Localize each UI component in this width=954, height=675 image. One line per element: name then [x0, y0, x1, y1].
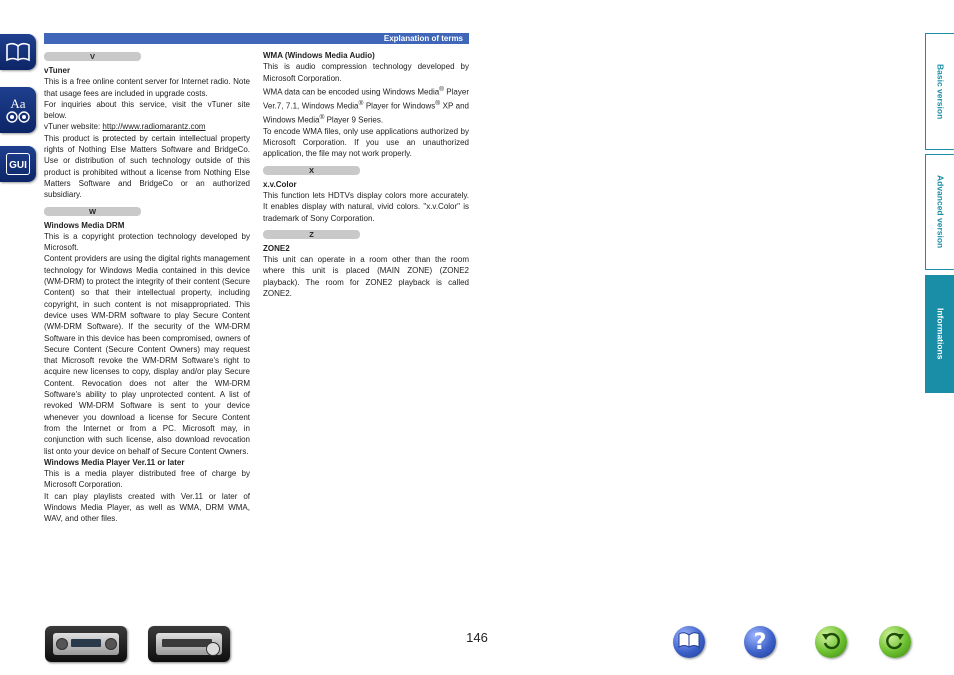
back-icon — [820, 629, 842, 656]
term-wma: WMA (Windows Media Audio) — [263, 51, 375, 60]
term-vtuner: vTuner — [44, 66, 71, 75]
knob-right — [105, 638, 117, 650]
page-title: Explanation of terms — [383, 34, 463, 43]
wma-desc-2-part-a: WMA data can be encoded using Windows Media — [263, 87, 440, 97]
tab-basic-version-label: Basic version — [935, 63, 946, 120]
contents-button[interactable] — [673, 626, 705, 658]
wmdrm-desc-2: Content providers are using the digital rights management technology for Windows Media contained in this device (WM-DRM) to protect the integrity of their content (Secure Content) so that their intellectual property, including copyright, in such content is not misappropriated. This device uses WM-DRM software to play Secure Content (WM-DRM Software). If the security of the WM-DRM Software in this device has been compromised, owners of Secure Content (Secure Content Owners) may request that Microsoft revoke the WM-DRM Software's right to acquire new licenses to copy, display and/or play Secure Content. Revocation does not alter the WM-DRM Software's ability to play unprotected content. A list of revoked WM-DRM Software is sent to your device whenever you download a license for Secure Content from the Internet or from a PC. Microsoft may, in conjunction with such license, also download revocation list onto your device on behalf of Secure Content Owners. — [44, 254, 250, 456]
rear-terminals — [162, 639, 212, 647]
left-tab-book[interactable] — [0, 34, 36, 70]
front-panel-button[interactable] — [45, 626, 127, 662]
wmp-desc-2: It can play playlists created with Ver.11 or later of Windows Media Player, as well as WMA, DRM WMA, WAV, and other files. — [44, 491, 250, 524]
page-number: 146 — [466, 630, 488, 645]
letter-heading-v: V — [44, 52, 141, 61]
forward-icon — [884, 629, 906, 656]
term-zone2: ZONE2 — [263, 243, 290, 253]
wma-desc-2-part-b: Player Ver.7, 7.1, Windows Media — [263, 87, 469, 111]
wma-desc-3: To encode WMA files, only use applications authorized by Microsoft Corporation. If you use an unauthorized application, the file may not work properly. — [263, 126, 469, 159]
wmp-desc-1: This is a media player distributed free of charge by Microsoft Corporation. — [44, 469, 250, 490]
letter-heading-z: Z — [263, 230, 360, 239]
term-windows-media-drm: Windows Media DRM — [44, 220, 125, 230]
wma-desc-2-part-c: Player for Windows — [363, 101, 436, 111]
column-left — [44, 50, 250, 525]
vtuner-website — [44, 121, 250, 132]
forward-button[interactable] — [879, 626, 911, 658]
aa-label: Aa — [10, 95, 26, 111]
wma-desc-2-part-e: Player 9 Series. — [324, 115, 384, 125]
tab-advanced-version-label: Advanced version — [935, 175, 946, 249]
registered-mark: ® — [319, 113, 325, 121]
help-icon: ? — [753, 629, 767, 655]
tab-informations[interactable] — [925, 275, 954, 393]
book-icon — [678, 631, 700, 654]
registered-mark: ® — [358, 99, 364, 107]
column-right — [263, 50, 469, 299]
tab-advanced-version[interactable] — [925, 154, 954, 270]
xvcolor-desc-1: This function lets HDTVs display colors more accurately. It enables display with natural, vivid colors. "x.v.Color" is trademark of Sony Corporation. — [263, 190, 469, 223]
help-button[interactable] — [744, 626, 776, 658]
back-button[interactable] — [815, 626, 847, 658]
book-icon — [5, 41, 31, 63]
wma-desc-1: This is audio compression technology developed by Microsoft Corporation. — [263, 62, 469, 83]
magnifier-icon — [206, 642, 220, 656]
letter-heading-x: X — [263, 166, 360, 175]
zone2-desc-1: This unit can operate in a room other than the room where this unit is placed (MAIN ZONE) (ZONE2 playback). The room for ZONE2 playback is called ZONE2. — [263, 255, 469, 299]
wmdrm-desc-1: This is a copyright protection technology developed by Microsoft. — [44, 231, 250, 253]
rear-panel-button[interactable] — [148, 626, 230, 662]
aa-speaker-icon — [6, 97, 30, 124]
vtuner-desc-2: For inquiries about this service, visit the vTuner site below. — [44, 99, 250, 121]
tab-informations-label: Informations — [935, 308, 946, 360]
vtuner-website-label: vTuner website: — [44, 122, 103, 132]
term-windows-media-player: Windows Media Player Ver.11 or later — [44, 457, 185, 467]
wma-desc-2 — [263, 84, 469, 126]
header-bar — [44, 33, 469, 44]
wma-desc-2-part-d: XP and Windows Media — [263, 101, 469, 125]
letter-heading-w: W — [44, 207, 141, 216]
rear-panel-icon — [156, 633, 222, 655]
term-xvcolor: x.v.Color — [263, 179, 297, 189]
vtuner-desc-3: This product is protected by certain intellectual property rights of Nothing Else Matters Software and BridgeCo. Use or distribution of such technology outside of this product is prohibited without a license from Nothing Else Matters Software and BridgeCo or an authorized subsidiary. — [44, 133, 250, 200]
vtuner-desc-1: This is a free online content server for Internet radio. Note that usage fees are included in upgrade costs. — [44, 77, 250, 98]
gui-label: GUI — [9, 160, 27, 171]
tab-basic-version[interactable] — [925, 33, 954, 150]
left-tab-gui[interactable] — [0, 146, 36, 182]
registered-mark: ® — [435, 99, 441, 107]
knob-left — [56, 638, 68, 650]
registered-mark: ® — [439, 85, 445, 93]
left-tab-aa[interactable] — [0, 87, 36, 133]
gui-icon — [6, 153, 30, 175]
front-panel-icon — [53, 633, 119, 655]
vtuner-website-link[interactable]: http://www.radiomarantz.com — [102, 122, 206, 132]
display-window — [71, 639, 101, 647]
